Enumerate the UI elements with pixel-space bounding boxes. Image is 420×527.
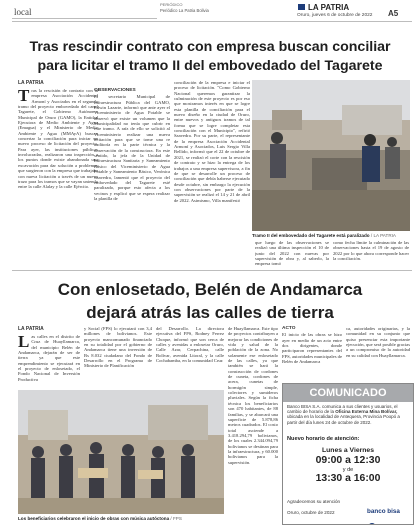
article2-col5 bbox=[282, 326, 342, 382]
article2-caption-credit: / FPS bbox=[170, 516, 182, 521]
ad-title: COMUNICADO bbox=[309, 387, 387, 399]
masthead-rule bbox=[12, 21, 412, 22]
ad-schedule-heading: Nuevo horario de atención: bbox=[287, 436, 360, 442]
page-number: A5 bbox=[388, 9, 399, 18]
article2-headline-line1: Con enlosetado, Belén de Andamarca bbox=[57, 280, 363, 299]
bank-logo bbox=[367, 500, 409, 514]
article2-caption-text: Los beneficiarios celebraron el inicio de obras con música autóctona bbox=[18, 516, 170, 521]
article2-col1-text: as calles en el distrito de Cruz de Huayllamarca, del municipio Belén de Andamarca, dejarán de ser de tierra ya que este emprendimiento se ejecutará en el proyecto de enlosetado, el Fondo Nacional de Inversión Productiva bbox=[18, 334, 80, 382]
ad-body bbox=[287, 404, 409, 425]
article2-photo bbox=[18, 390, 224, 514]
article1-caption bbox=[252, 233, 410, 238]
article2-col4 bbox=[228, 326, 278, 520]
ad-schedule bbox=[283, 446, 413, 485]
ad-conj: y de bbox=[342, 467, 354, 473]
article1-col2-text: El secretario Municipal de Infraestructura Pública del GAMO, Edwin Lazarte, informó que ante ayer el Viceministerio de Agua Potable se observó que existe un volumen que la Municipalidad no tenía que cubrir en este tramo. A raíz de ello se solicitó al Viceministerio realizar una nueva licitación para que se tome una re auditoría en la parte técnica y la observación de la constructora. En este sentido, la jefa de la Unidad de Infraestructura Sanitaria y Saneamiento Básico del Viceministerio de Agua Potable y Saneamiento Básico, Verónica Saavedra, lamentó que el proyecto del embovedado del Tagarete esté paralizado, porque esto afecta a los vecinos y explicó que se espera realizar la planilla de bbox=[94, 94, 170, 201]
article1-col5-text: como fecha límite la culminación de las observaciones hasta el 19 de agosto de 2022 por lo que ahora corresponde hacer la conciliación. bbox=[333, 240, 409, 262]
article2-col5-text: El inicio de las obras se hizo ayer en medio de un acto entre dos dirigentes, donde participaron representantes del FPS, autoridades municipales de Belén de Andamarca bbox=[282, 332, 342, 365]
article2-col3 bbox=[156, 326, 224, 388]
article2-headline-line2: dejará atrás las calles de tierra bbox=[86, 303, 334, 322]
article2-dropcap: L bbox=[18, 334, 30, 351]
banner-sub: Periódico La Patria Bolivia bbox=[160, 7, 209, 13]
masthead bbox=[12, 3, 412, 21]
logo-flag-icon bbox=[298, 4, 305, 10]
article2-col4-text: de Huayllamarca. Este tipo de proyectos contribuyen a mejorar las condiciones de vida y salud de la población de la zona. No solamente ese enlosetado de las calles, ya que también se hará la construcción de cordones de cuneta, cordones de acera, cunetas de hormigón simple, colectores y sumideros pluviales. Según la ficha técnica los beneficiarios son 470 habitantes, de 88 familias, y se abarcará una superficie de 5.878,86 metros cuadrados. El costo total asciende a 3.418.294,79 bolivianos, de los cuales 2.344.094,79 bolivianos se destinan para la infraestructura, y 60.000 bolivianos para la supervisión. bbox=[228, 326, 278, 465]
article2-col2-text: y Social (FPS) lo ejecutará con 3,4 millones de bolivianos. Este proyecto mancomunado financiado en su totalidad por el gobierno de Andamarca tiene una inversión de Bs 8.032 ciudadano del Fondo de Desarrollo en el Programa de Ministerio de Planificación bbox=[84, 326, 152, 369]
article2-caption bbox=[18, 516, 228, 521]
article2-col6-text: ca, autoridades originarias, y la comunidad en su conjunto que quiso presenciar esta importante ejecución, que será posible gracias a un compromiso de la autoridad en su calidad con Huayllamarca. bbox=[346, 326, 410, 358]
bank-logo-text: banco bisa bbox=[367, 508, 400, 515]
issue-date: Oruro, jueves 6 de octubre de 2022 bbox=[297, 13, 373, 18]
article1-col4-text: que luego de las observaciones se realizó una última inspección el 10 de junio del 2022 con nuevas por supervisión de obra y, al saberlo, la empresa tomó bbox=[255, 240, 329, 267]
ad-body-bold: Oficina Externa Mina Bolívar, bbox=[335, 409, 398, 415]
article1-col1-text: ras la rescisión de contrato con la empresa Asociación Accidental Armoní y Asociados en el segundo tramo del proyecto embovedado del canal Tagarete, el Gobierno Autónomo Municipal de Oruro (GAMO), la Entidad Ejecutora de Medio Ambiente y Agua (Emagua) y el Ministerio de Medio Ambiente y Agua (MMAyA) buscan concertar la conciliación para iniciar un nuevo proceso de licitación del proyecto. Para ayer, las instituciones públicas involucradas, realizaron una inspección a los puntos donde existe abandonada una excavación para dar solución a problemas que surgieron con la empresa que trabajaba con nueva licitación a través de un nuevo trazo para los tramos que se vayan uniendo entre la calle Alalay y la calle Ejército. bbox=[18, 88, 98, 190]
article2-col3-text: del Desarrollo. La directora ejecutiva del FPS, Rodney Ferrez Choque, informó que son cerca de calles y avenidas a enlosetar Oruro, Calle Azar, Cerpachina, calle Bolívar, avenida Litoral, y la calle Cochabamba, en la comunidad Cruz bbox=[156, 326, 224, 364]
article1-caption-credit: / LA PATRIA bbox=[370, 233, 396, 238]
banner-box bbox=[160, 3, 218, 17]
article1-col2 bbox=[94, 88, 170, 256]
article1-byline: LA PATRIA bbox=[18, 80, 44, 86]
article2-col6 bbox=[346, 326, 410, 382]
article1-col4 bbox=[255, 240, 329, 267]
ad-title-bar bbox=[283, 384, 413, 402]
article1-col1 bbox=[18, 88, 98, 256]
article2-col1 bbox=[18, 334, 80, 388]
ad-time2: 13:30 a 16:00 bbox=[315, 473, 381, 484]
article1-headline-line1: Tras rescindir contrato con empresa buscan conciliar bbox=[29, 39, 391, 55]
article1-col3 bbox=[174, 80, 250, 250]
construction-site-image bbox=[252, 80, 410, 231]
article1-col2-subhead: OBSERVACIONES bbox=[94, 88, 136, 93]
ad-place-date: Oruro, octubre de 2022 bbox=[287, 510, 335, 515]
article1-col5 bbox=[333, 240, 409, 267]
article1-headline-line2: para licitar el tramo II del embovedado del Tagarete bbox=[37, 58, 383, 74]
banner-small: PERIÓDICO bbox=[160, 2, 183, 7]
article2-col2 bbox=[84, 326, 152, 388]
masthead-rule-left bbox=[12, 18, 157, 19]
ad-body-pre: Banco BISA S.A. comunica a sus clientes y usuarios, el cambio de horario de la bbox=[287, 404, 398, 415]
bank-logo-icon bbox=[368, 523, 376, 525]
article2-headline bbox=[10, 278, 410, 324]
ad-body-post: ubicada en la localidad de Antequera, Provincia Poopó a partir del día lunes 24 de octubre de 2022. bbox=[287, 414, 400, 425]
article1-photo bbox=[252, 80, 410, 231]
celebration-image bbox=[18, 390, 224, 514]
article2-col5-subhead: ACTO bbox=[282, 326, 296, 331]
article1-col3-text: conciliación de la empresa e iniciar el proceso de licitación. "Como Gobierno Nacional queremos garantizar la culminación de este proyecto es por eso que mostramos interés en que se logre esta planilla de conciliación para el nuevo diseño en la ciudad de Oruro, entre nuevos y antiguos tramos de tal forma que se logre completar esta conciliación con el Municipio", refirió Saavedra. Por su parte, el representante de la empresa Asociación Accidental Armoní y Asociados, Luis Sergio Villa Bellido, informó que el 22 de octubre de 2021, se realizó el corte con la rescisión de contrato y se hizo la entrega de los trabajos a una empresa supervisora, a fin de que se desarrolle un proceso de conciliación que debía haberse ejecutado desde octubre, sin embargo la ejecución con observaciones por parte de la supervisión se realizó el 14 y 21 de abril de 2022. Asimismo, Villa manifestó bbox=[174, 80, 250, 203]
bank-advertisement bbox=[282, 383, 414, 525]
newspaper-logo: LA PATRIA bbox=[308, 3, 350, 12]
section-label: local bbox=[14, 7, 32, 17]
article1-caption-text: Tramo II del embovedado del Tagarete está paralizado bbox=[252, 233, 370, 238]
article2-byline: LA PATRIA bbox=[18, 326, 44, 332]
ad-time1: 09:00 a 12:30 bbox=[315, 455, 381, 466]
ad-days: Lunes a Viernes bbox=[321, 447, 374, 454]
article-separator bbox=[12, 270, 412, 271]
article1-dropcap: T bbox=[18, 88, 30, 105]
ad-thanks: Agradecemos su atención bbox=[287, 499, 341, 504]
article1-headline bbox=[8, 38, 412, 76]
